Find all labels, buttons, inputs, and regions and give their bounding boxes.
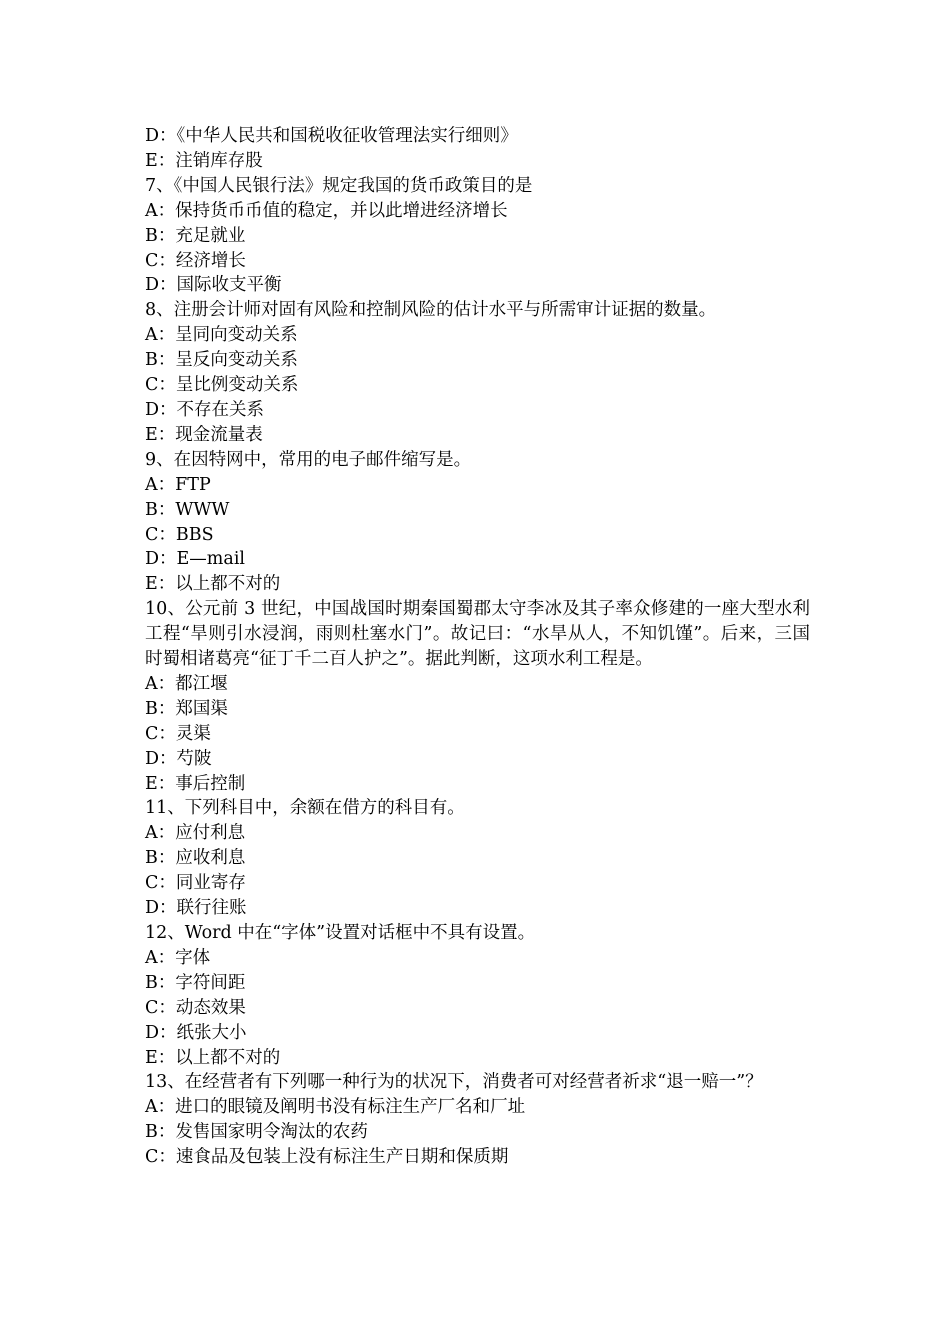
question-7-option-a: A：保持货币币值的稳定，并以此增进经济增长	[145, 200, 508, 221]
document-body	[145, 124, 810, 1170]
question-13-option-b: B：发售国家明令淘汰的农药	[145, 1122, 368, 1143]
question-8-option-a: A：呈同向变动关系	[145, 325, 298, 346]
question-9-option-c: C：BBS	[145, 524, 214, 545]
question-13-option-a: A：进口的眼镜及阐明书没有标注生产厂名和厂址	[145, 1097, 526, 1118]
question-12-option-d: D：纸张大小	[145, 1022, 247, 1043]
question-9: 9、在因特网中，常用的电子邮件缩写是。	[145, 449, 472, 470]
question-11-option-d: D：联行往账	[145, 898, 247, 919]
question-10-option-a: A：都江堰	[145, 673, 228, 694]
question-7-option-d: D：国际收支平衡	[145, 275, 282, 296]
question-8-option-c: C：呈比例变动关系	[145, 375, 299, 396]
question-13-option-c: C：速食品及包装上没有标注生产日期和保质期	[145, 1147, 509, 1168]
question-8: 8、注册会计师对固有风险和控制风险的估计水平与所需审计证据的数量。	[145, 300, 717, 321]
question-8-option-d: D：不存在关系	[145, 399, 265, 420]
question-12-option-b: B：字符间距	[145, 972, 246, 993]
question-10-option-c: C：灵渠	[145, 723, 211, 744]
question-8-option-b: B：呈反向变动关系	[145, 350, 298, 371]
question-12-option-c: C：动态效果	[145, 997, 246, 1018]
question-11: 11、下列科目中，余额在借方的科目有。	[145, 798, 465, 819]
question-9-option-e: E：以上都不对的	[145, 574, 281, 595]
option-e-line: E：注销库存股	[145, 150, 263, 171]
question-9-option-a: A：FTP	[145, 474, 211, 495]
question-10-option-d: D：芍陂	[145, 748, 212, 769]
question-9-option-b: B：WWW	[145, 499, 230, 520]
question-10-option-e: E：事后控制	[145, 773, 246, 794]
option-d-line: D：《中华人民共和国税收征收管理法实行细则》	[145, 126, 518, 146]
question-12: 12、Word 中在“字体”设置对话框中不具有设置。	[145, 923, 536, 943]
question-8-option-e: E：现金流量表	[145, 424, 263, 445]
question-11-option-b: B：应收利息	[145, 848, 246, 869]
question-9-option-d: D：E—mail	[145, 549, 246, 570]
question-12-option-a: A：字体	[145, 947, 211, 968]
question-10-option-b: B：郑国渠	[145, 698, 228, 719]
question-12-option-e: E：以上都不对的	[145, 1047, 281, 1068]
question-11-option-c: C：同业寄存	[145, 873, 246, 894]
question-10: 10、公元前 3 世纪，中国战国时期秦国蜀郡太守李冰及其子率众修建的一座大型水利工程“旱则引水浸润，雨则杜塞水门”。故记曰：“水旱从人，不知饥馑”。后来，三国时蜀相诸葛亮“征丁千二百人护之”。据此判断，这项水利工程是。	[145, 599, 810, 670]
question-13: 13、在经营者有下列哪一种行为的状况下，消费者可对经营者祈求“退一赔一”？	[145, 1072, 763, 1093]
question-7-option-b: B：充足就业	[145, 225, 246, 246]
question-7: 7、《中国人民银行法》规定我国的货币政策目的是	[145, 175, 533, 196]
question-7-option-c: C：经济增长	[145, 250, 246, 271]
question-11-option-a: A：应付利息	[145, 823, 246, 844]
